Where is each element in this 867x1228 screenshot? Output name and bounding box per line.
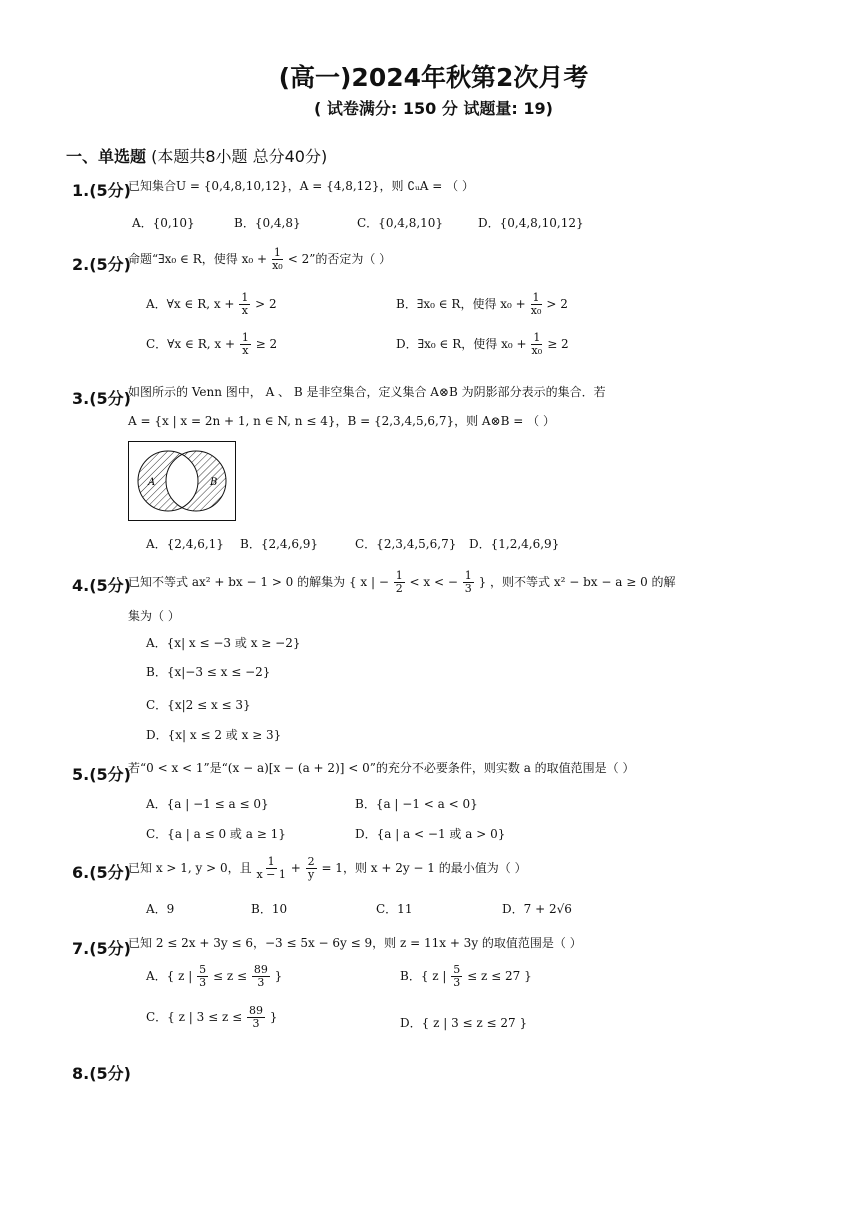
question-7-option-b: B．{ z | $\frac{5}{3}$ ≤ z ≤ 27 } (400, 963, 532, 990)
question-6-stem: 已知 x > 1, y > 0，且 $\frac{1}{x - 1}$ + $\frac{2}{y}$ = 1，则 x + 2y − 1 的最小值为（ ） (128, 855, 527, 882)
question-6-option-c: C．11 (376, 902, 413, 916)
venn-diagram (128, 441, 236, 521)
question-4-option-c: C．{x|2 ≤ x ≤ 3} (146, 698, 251, 712)
question-6-option-b: B．10 (251, 902, 288, 916)
section-info: (本题共8小题 总分40分) (151, 147, 328, 166)
question-5-option-b: B．{a | −1 < a < 0} (355, 797, 478, 811)
question-3-stem-line-1: 如图所示的 Venn 图中， A 、 B 是非空集合，定义集合 A⊗B 为阴影部分表示的集合．若 (128, 385, 606, 399)
question-2-option-b: B．∃x₀ ∈ R，使得 x₀ + $\frac{1}{\text{x₀}}$ > 2 (396, 291, 568, 318)
question-1-stem: 已知集合U = {0,4,8,10,12}，A = {4,8,12}，则 ∁ᵤA = （ ） (128, 179, 474, 193)
question-3-number: 3.(5分) (72, 389, 131, 408)
question-6-option-a: A．9 (146, 902, 175, 916)
question-1-option-a: A．{0,10} (132, 216, 195, 230)
question-4-number: 4.(5分) (72, 576, 131, 595)
question-7-number: 7.(5分) (72, 939, 131, 958)
question-1-option-c: C．{0,4,8,10} (357, 216, 444, 230)
question-5-stem: 若“0 < x < 1”是“(x − a)[x − (a + 2)] < 0”的充分不必要条件，则实数 a 的取值范围是（ ） (128, 761, 635, 775)
question-5-option-c: C．{a | a ≤ 0 或 a ≥ 1} (146, 827, 286, 841)
section-title: 一、单选题 (66, 147, 147, 166)
question-3-option-b: B．{2,4,6,9} (240, 537, 319, 551)
venn-label-a: A (148, 477, 156, 488)
question-3-option-d: D．{1,2,4,6,9} (469, 537, 560, 551)
venn-label-b: B (210, 477, 218, 488)
question-7-option-c: C．{ z | 3 ≤ z ≤ $\frac{89}{3}$ } (146, 1004, 278, 1031)
question-6-number: 6.(5分) (72, 863, 131, 882)
question-1-option-b: B．{0,4,8} (234, 216, 301, 230)
question-2-option-c: C．∀x ∈ R, x + $\frac{1}{x}$ ≥ 2 (146, 331, 278, 358)
question-4-option-d: D．{x| x ≤ 2 或 x ≥ 3} (146, 728, 282, 742)
question-3-stem-line-2: A = {x | x = 2n + 1, n ∈ N, n ≤ 4}，B = {2,3,4,5,6,7}，则 A⊗B = （ ） (128, 414, 555, 428)
section-heading (66, 144, 327, 167)
question-1-option-d: D．{0,4,8,10,12} (478, 216, 584, 230)
question-5-option-d: D．{a | a < −1 或 a > 0} (355, 827, 506, 841)
fraction: $\frac{1}{\text{x₀}}$ (272, 246, 283, 273)
question-2-option-a: A．∀x ∈ R, x + $\frac{1}{x}$ > 2 (146, 291, 277, 318)
question-8-number: 8.(5分) (72, 1064, 131, 1083)
question-7-stem: 已知 2 ≤ 2x + 3y ≤ 6，−3 ≤ 5x − 6y ≤ 9，则 z = 11x + 3y 的取值范围是（ ） (128, 936, 582, 950)
question-6-option-d: D．7 + 2√6 (502, 902, 572, 916)
exam-title: (高一)2024年秋第2次月考 (278, 63, 589, 92)
question-7-option-d: D．{ z | 3 ≤ z ≤ 27 } (400, 1016, 528, 1030)
question-3-option-a: A．{2,4,6,1} (146, 537, 224, 551)
question-5-number: 5.(5分) (72, 765, 131, 784)
question-2-option-d: D．∃x₀ ∈ R，使得 x₀ + $\frac{1}{\text{x₀}}$ ≥ 2 (396, 331, 569, 358)
question-4-stem-line-2: 集为（ ） (128, 609, 180, 623)
question-5-option-a: A．{a | −1 ≤ a ≤ 0} (146, 797, 269, 811)
question-7-option-a: A．{ z | $\frac{5}{3}$ ≤ z ≤ $\frac{89}{3}$ } (146, 963, 283, 990)
exam-subtitle: ( 试卷满分: 150 分 试题量: 19) (314, 99, 553, 118)
question-4-option-b: B．{x|−3 ≤ x ≤ −2} (146, 665, 271, 679)
question-3-option-c: C．{2,3,4,5,6,7} (355, 537, 457, 551)
question-1-number: 1.(5分) (72, 181, 131, 200)
question-4-stem: 已知不等式 ax² + bx − 1 > 0 的解集为 { x | − $\frac{1}{2}$ < x < − $\frac{1}{3}$ } ，则不等式 x² − bx − a ≥ 0 的解 (128, 569, 676, 596)
question-2-number: 2.(5分) (72, 255, 131, 274)
question-4-option-a: A．{x| x ≤ −3 或 x ≥ −2} (146, 636, 301, 650)
question-2-stem: 命题“∃x₀ ∈ R，使得 x₀ + $\frac{1}{\text{x₀}}$ < 2”的否定为（ ） (128, 246, 392, 273)
